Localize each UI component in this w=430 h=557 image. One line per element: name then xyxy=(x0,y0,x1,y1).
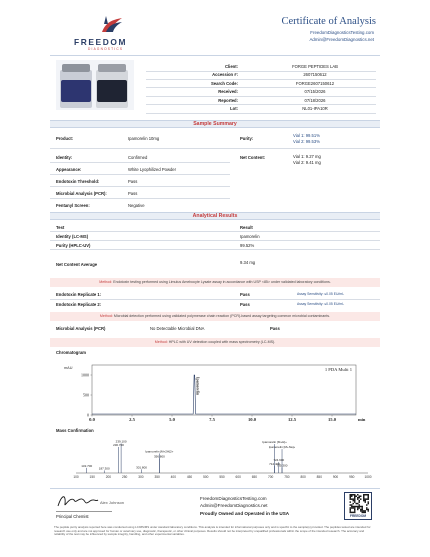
mass-x-tick: 200 xyxy=(105,475,112,479)
mass-peak-label: Ipamorelin [M+2H]2+ xyxy=(145,449,174,454)
endotoxin-replicate-2-note: Assay Sensitivity: ≤0.05 EU/mL xyxy=(297,302,345,306)
net-content-label: Net Content: xyxy=(240,155,266,160)
product-label: Product: xyxy=(56,136,74,141)
mass-peak-label: 356.800 xyxy=(153,454,165,459)
endotoxin-replicate-2-test: Endotoxin Replicate 2: xyxy=(56,302,102,307)
purity-vial-2: Vial 2: 99.53% xyxy=(293,139,320,144)
chromatogram-y-tick: 1000 xyxy=(81,372,89,378)
client-info-label: Client: xyxy=(224,64,238,69)
certificate-page xyxy=(50,8,380,549)
test-column-header: Test xyxy=(56,225,65,230)
mass-peak-label: Ipamorelin [M+Na]+ xyxy=(268,445,296,450)
endotoxin-method-text: Method: Endotoxin testing performed using Limulus Amebocyte Lysate assay in accordance with USP <85> under validated laboratory conditions. xyxy=(99,280,331,284)
chromatogram-chart xyxy=(56,357,376,425)
mass-x-tick: 950 xyxy=(349,475,355,479)
identity-label: Identity: xyxy=(56,155,73,160)
chromatogram-x-tick: 0.0 xyxy=(89,417,95,422)
mass-peak-label: 239.100 xyxy=(115,439,127,444)
microbial-analysis-label: Microbial Analysis (PCR): xyxy=(56,191,107,196)
mass-x-tick: 350 xyxy=(154,475,160,479)
footer-email-link[interactable]: Admin@FreedomDiagnostics.net xyxy=(200,503,268,508)
chromatogram-trace xyxy=(92,375,356,414)
mass-x-tick: 250 xyxy=(122,475,128,479)
mass-x-tick: 900 xyxy=(332,475,339,479)
mass-x-tick: 100 xyxy=(73,475,79,479)
analytical-results-title: Analytical Results xyxy=(192,213,238,219)
mass-confirmation-title: Mass Confirmation xyxy=(56,428,94,433)
mass-x-tick: 750 xyxy=(284,475,290,479)
client-info-value: NL01-IPA10R xyxy=(302,106,328,111)
purity-label: Purity: xyxy=(240,136,254,141)
client-info-value: FORGE2607150612 xyxy=(295,80,335,86)
identity-lcms-test: Identity (LC-MS) xyxy=(56,234,89,239)
qr-code-icon xyxy=(346,494,372,514)
mass-x-tick: 700 xyxy=(268,475,274,479)
client-info-label: Accession #: xyxy=(212,72,238,78)
net-content-average-result: 9.34 mg xyxy=(240,260,256,265)
mass-peak-label: 230.700 xyxy=(113,443,124,448)
fentanyl-screen-label: Fentanyl Screen: xyxy=(56,203,90,208)
client-info-value: 2607150612 xyxy=(303,72,327,78)
client-info-label: Received: xyxy=(218,89,238,95)
mass-x-tick: 850 xyxy=(316,475,322,479)
mass-x-tick: 500 xyxy=(203,475,209,479)
purity-hplc-result: 99.52% xyxy=(240,243,255,248)
mass-peak-label: Ipamorelin [M+H]+ xyxy=(262,440,287,445)
endotoxin-replicate-1-note: Assay Sensitivity: ≤0.05 EU/mL xyxy=(297,292,345,296)
header-website-link[interactable]: FreedomDiagnosticsTesting.com xyxy=(310,30,374,35)
mass-x-tick: 150 xyxy=(89,475,95,479)
mass-spectrum-chart xyxy=(56,435,376,483)
chromatogram-x-tick: 5.0 xyxy=(169,417,175,422)
header-email-link[interactable]: Admin@FreedomDiagnostics.net xyxy=(309,37,374,42)
pcr-test: Microbial Analysis (PCR) xyxy=(56,326,106,331)
chromatogram-y-tick: 500 xyxy=(83,392,89,398)
pcr-result: No Detectable Microbial DNA xyxy=(150,326,205,331)
chromatogram-unit: mAU xyxy=(64,366,73,370)
identity-value: Confirmed xyxy=(128,155,148,160)
client-info-label: Lot: xyxy=(230,106,238,111)
badge-label: FREEDOM xyxy=(350,514,366,518)
mass-x-tick: 800 xyxy=(300,475,306,479)
chromatogram-x-unit: min xyxy=(358,417,366,422)
endotoxin-threshold-label: Endotoxin Threshold: xyxy=(56,179,100,184)
chromatogram-frame xyxy=(92,365,356,415)
chromatogram-x-tick: 7.5 xyxy=(209,417,215,422)
net-content-vial-2: Vial 2: 9.41 mg xyxy=(293,160,321,165)
microbial-analysis-value: Pass xyxy=(128,191,138,196)
mass-peak-label: 724.900 xyxy=(273,458,285,463)
mass-x-tick: 1000 xyxy=(364,475,372,479)
footer-website-link[interactable]: FreedomDiagnosticsTesting.com xyxy=(200,496,267,501)
signer-role: Principal Chemist xyxy=(56,514,89,519)
result-column-header: Result xyxy=(240,225,253,230)
fentanyl-screen-value: Negative xyxy=(128,203,145,208)
brand-wordmark: FREEDOM xyxy=(74,37,128,47)
mass-peak-label: 132.700 xyxy=(81,463,93,468)
chromatogram-x-tick: 15.0 xyxy=(327,417,337,422)
hplc-method-text: Method: HPLC with UV detection coupled with mass spectrometry (LC-MS). xyxy=(154,340,276,344)
endotoxin-replicate-1-result: Pass xyxy=(240,292,250,297)
client-info-value: FORGE PEPTIDES LAB xyxy=(292,64,338,69)
brand-subtitle: DIAGNOSTICS xyxy=(88,47,124,51)
client-info-value: 07/15/2026 xyxy=(304,89,326,95)
purity-vial-1: Vial 1: 99.51% xyxy=(293,133,320,138)
mass-x-tick: 550 xyxy=(219,475,225,479)
chromatogram-x-tick: 12.5 xyxy=(287,417,297,422)
verification-qr-badge[interactable] xyxy=(344,492,372,520)
signature-mark xyxy=(56,492,100,510)
net-content-vial-1: Vial 1: 9.27 mg xyxy=(293,154,321,159)
client-info-label: Search Code: xyxy=(211,80,238,86)
chromatogram-title: Chromatogram xyxy=(56,350,87,355)
appearance-label: Appearance: xyxy=(56,167,82,172)
product-photo xyxy=(56,60,134,110)
signature-name: Alex Johnson xyxy=(100,500,125,505)
footer-tagline: Proudly Owned and Operated in the USA xyxy=(200,511,290,516)
chromatogram-x-tick: 10.0 xyxy=(247,417,257,422)
page-title: Certificate of Analysis xyxy=(281,16,376,27)
chromatogram-y-tick: 0 xyxy=(87,412,89,418)
purity-hplc-test: Purity (HPLC-UV) xyxy=(56,243,91,248)
identity-lcms-result: Ipamorelin xyxy=(240,234,260,239)
appearance-value: White Lyophilized Powder xyxy=(128,167,177,172)
product-value: Ipamorelin 10mg xyxy=(128,136,160,141)
chromatogram-peak-label: Ipamorelin xyxy=(195,377,200,396)
endotoxin-replicate-2-result: Pass xyxy=(240,302,250,307)
mass-x-tick: 450 xyxy=(186,475,193,479)
net-content-average-test: Net Content Average xyxy=(56,262,98,267)
mass-x-tick: 400 xyxy=(170,475,176,479)
pcr-method-text: Method: Microbial detection performed using validated polymerase chain reaction (PCR)-based assay targeting common microbial contaminants. xyxy=(99,314,331,318)
mass-peak-label: 301.800 xyxy=(136,465,147,470)
mass-x-tick: 600 xyxy=(235,475,241,479)
endotoxin-replicate-1-test: Endotoxin Replicate 1: xyxy=(56,292,102,297)
mass-x-tick: 300 xyxy=(138,475,144,479)
mass-peak-label: 735.300 xyxy=(276,463,288,468)
mass-peak-label: 712.400 xyxy=(269,461,280,466)
chromatogram-channel-label: 1 PDA Multi 1 xyxy=(324,367,352,372)
chromatogram-x-tick: 2.5 xyxy=(129,417,135,422)
sample-summary-title: Sample Summary xyxy=(193,121,237,127)
endotoxin-threshold-value: Pass xyxy=(128,179,138,184)
legal-disclaimer: The peptide purity analysis reported here was conducted using LC/MS/MS under standard laboratory conditions. This analysis is intended for informational purposes only and is specific to the sample(s) provided. The peptides tested are intended for research use only and are not approved for human or veterinary use, diagnostic, therapeutic, or other clinical purposes. Results should not be interpreted by unqualified professionals within the scope of the intended research. The accuracy and reliability of the test may be influenced by sample integrity, handling, and other experimental variables. xyxy=(54,525,371,537)
mass-x-tick: 650 xyxy=(251,475,258,479)
pcr-status: Pass xyxy=(270,326,280,331)
mass-peak-label: 187.300 xyxy=(98,466,110,471)
client-info-value: 07/18/2026 xyxy=(304,97,326,103)
client-info-label: Reported: xyxy=(218,97,238,103)
brand-flag-icon xyxy=(100,12,124,34)
